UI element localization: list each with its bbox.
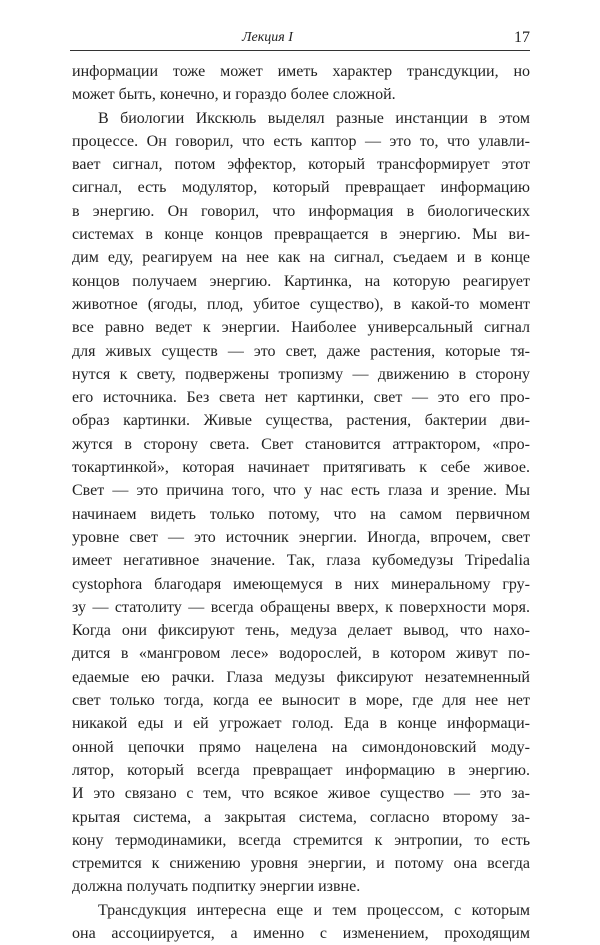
text-line: все равно ведет к энергии. Наиболее универсальный сигнал — [72, 319, 530, 337]
text-line: его источника. Без света нет картинки, свет — это его про- — [72, 389, 530, 407]
text-line: животное (ягоды, плод, убитое существо), в какой-то момент — [72, 295, 530, 313]
text-line: cystophora благодаря имеющемуся в них минеральному гру- — [72, 575, 530, 593]
text-line: зу — статолиту — всегда обращены вверх, к поверхности моря. — [72, 598, 530, 616]
text-line: Свет — это причина того, что у нас есть глаза и зрение. Мы — [72, 482, 530, 500]
text-line: дится в «мангровом лесе» водорослей, в котором живут по- — [72, 645, 530, 663]
text-line: для живых существ — это свет, даже растения, которые тя- — [72, 342, 530, 360]
text-line: должна получать подпитку энергии извне. — [72, 878, 361, 896]
text-line: сигнал, есть модулятор, который превращает информацию — [72, 179, 530, 197]
text-line: уровне свет — это источник энергии. Иногда, впрочем, свет — [72, 528, 530, 546]
text-line: едаемые ею рачки. Глаза медузы фиксируют незатемненный — [72, 668, 530, 686]
text-line: Трансдукция интересна еще и тем процессом, с которым — [98, 901, 530, 919]
text-line: процессе. Он говорил, что есть каптор — это то, что улавли- — [72, 132, 530, 150]
page-number: 17 — [514, 29, 530, 46]
text-line: образ картинки. Живые существа, растения, бактерии дви- — [72, 412, 530, 430]
text-line: концов получаем энергию. Картинка, на которую реагирует — [72, 272, 530, 290]
text-line: начинаем видеть только потому, что на самом первичном — [72, 505, 530, 523]
text-line: дим еду, реагируем на нее как на сигнал, съедаем и в конце — [72, 249, 530, 267]
text-line: она ассоциируется, а именно с изменением, проходящим — [72, 924, 530, 942]
running-head — [70, 28, 470, 48]
text-line: информации тоже может иметь характер трансдукции, но — [72, 63, 530, 80]
text-line: крытая система, а закрытая система, согласно второму за- — [72, 808, 530, 826]
text-line: И это связано с тем, что всякое живое существо — это за- — [72, 785, 530, 803]
text-line: никакой еды и ей угрожает голод. Еда в конце информаци- — [72, 715, 530, 733]
running-title: Лекция I — [242, 30, 293, 45]
text-line: вает сигнал, потом эффектор, который трансформирует этот — [72, 156, 530, 174]
text-line: токартинкой», которая начинает притягивать к себе живое. — [72, 459, 530, 477]
text-line: системах в конце концов превращается в энергию. Мы ви- — [72, 226, 530, 244]
header-rule — [70, 50, 530, 51]
text-line: В биологии Икскюль выделял разные инстанции в этом — [98, 109, 530, 127]
text-line: имеет негативное значение. Так, глаза кубомедузы Tripedalia — [72, 552, 530, 570]
text-line: свет только тогда, когда ее выносит в море, где для нее нет — [72, 692, 530, 710]
text-line: лятор, который всегда превращает информацию в энергию. — [72, 761, 530, 779]
text-line: стремится к снижению уровня энергии, и потому она всегда — [72, 855, 530, 873]
text-line: жутся в сторону света. Свет становится аттрактором, «про- — [72, 435, 530, 453]
text-line: может быть, конечно, и гораздо более сложной. — [72, 86, 396, 104]
text-line: Когда они фиксируют тень, медуза делает вывод, что нахо- — [72, 622, 530, 640]
text-line: онной цепочки прямо нацелена на симондоновский моду- — [72, 738, 530, 756]
text-line: в энергию. Он говорил, что информация в биологических — [72, 202, 530, 220]
body-text — [72, 60, 530, 945]
text-line: нутся к свету, подвержены тропизму — движению в сторону — [72, 365, 530, 383]
text-line: кону термодинамики, всегда стремится к энтропии, то есть — [72, 831, 530, 849]
